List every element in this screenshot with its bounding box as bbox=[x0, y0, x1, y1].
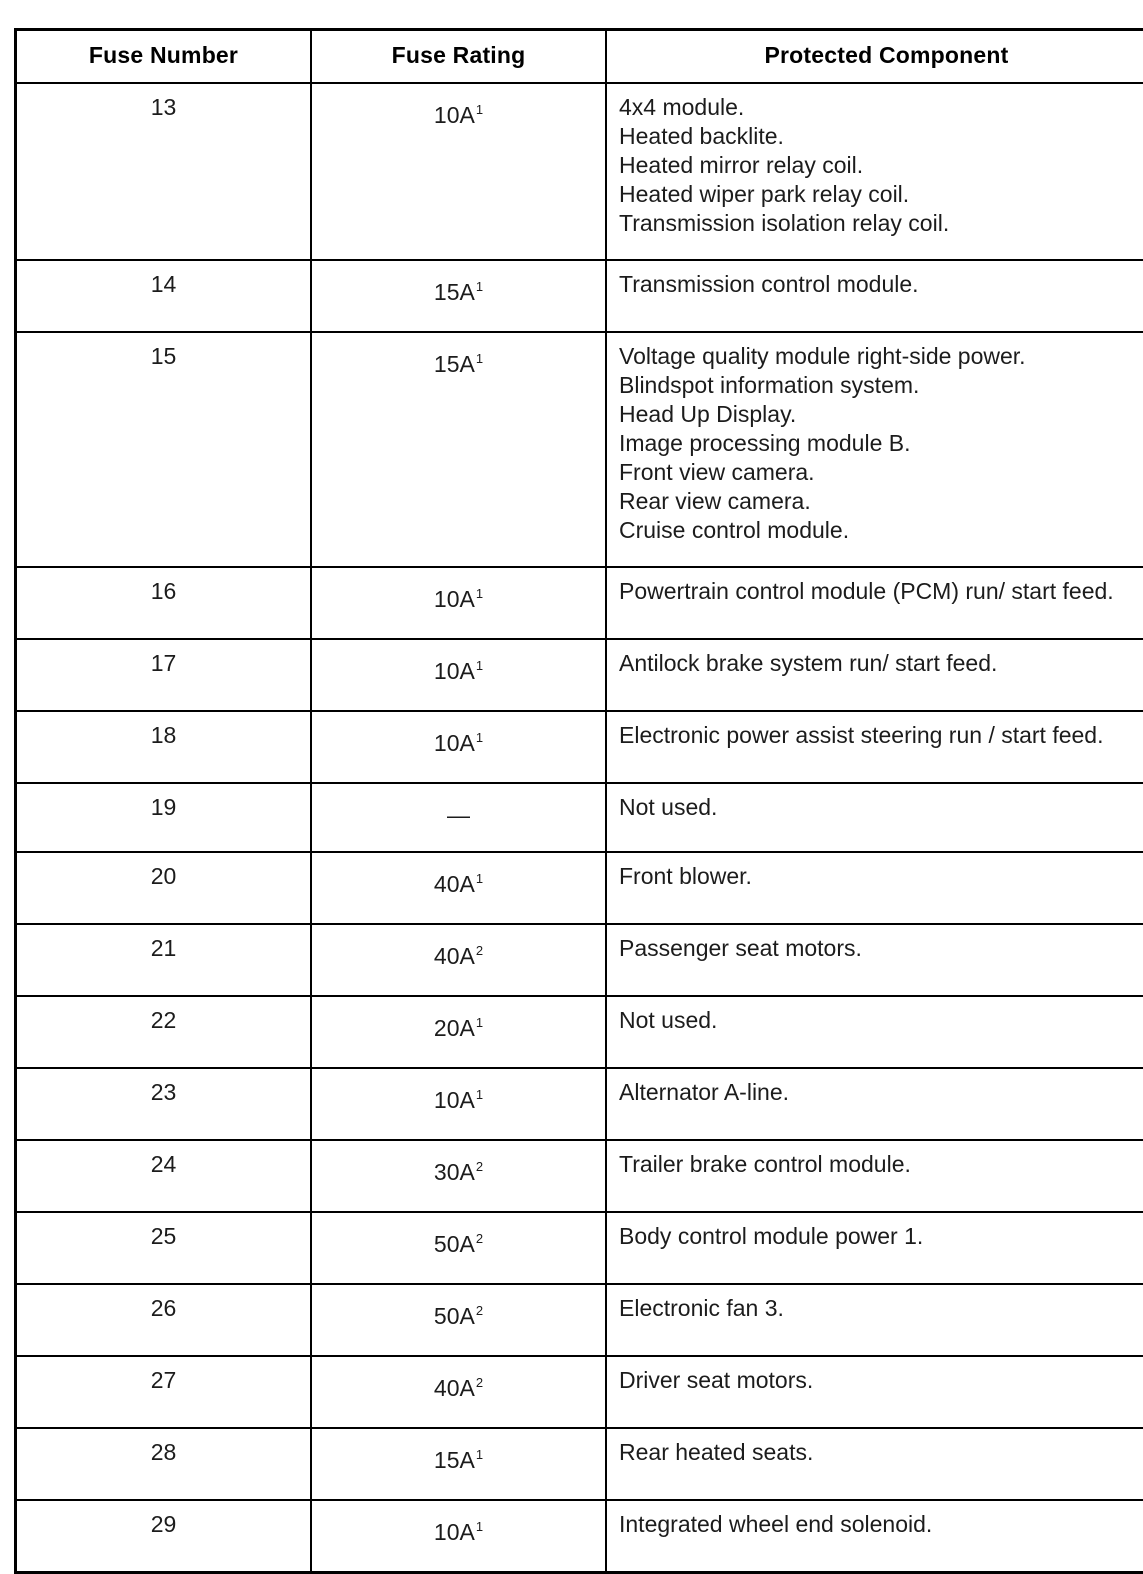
fuse-number-cell: 20 bbox=[16, 852, 312, 924]
fuse-number-cell: 28 bbox=[16, 1428, 312, 1500]
fuse-table-header bbox=[16, 30, 1143, 84]
fuse-number-cell: 27 bbox=[16, 1356, 312, 1428]
fuse-rating-cell bbox=[311, 1356, 606, 1428]
fuse-rating-value: 10A bbox=[434, 658, 475, 684]
header-row bbox=[16, 30, 1143, 84]
component-line: Heated mirror relay coil. bbox=[619, 151, 1143, 180]
rating-footnote-mark: 1 bbox=[476, 1015, 483, 1030]
fuse-number-cell: 22 bbox=[16, 996, 312, 1068]
protected-component-cell bbox=[606, 639, 1143, 711]
rating-footnote-mark: 1 bbox=[476, 102, 483, 117]
fuse-table-body bbox=[16, 83, 1143, 1573]
table-row bbox=[16, 1428, 1143, 1500]
protected-component-cell bbox=[606, 1212, 1143, 1284]
table-row bbox=[16, 260, 1143, 332]
fuse-rating-value: 15A bbox=[434, 279, 475, 305]
protected-component-cell bbox=[606, 567, 1143, 639]
table-row bbox=[16, 1356, 1143, 1428]
fuse-number-cell: 18 bbox=[16, 711, 312, 783]
rating-footnote-mark: 1 bbox=[476, 279, 483, 294]
fuse-rating-value: 40A bbox=[434, 943, 475, 969]
rating-footnote-mark: 2 bbox=[476, 1159, 483, 1174]
component-line: Trailer brake control module. bbox=[619, 1150, 1143, 1179]
fuse-number-cell: 16 bbox=[16, 567, 312, 639]
component-line: Rear view camera. bbox=[619, 487, 1143, 516]
fuse-rating-cell bbox=[311, 1428, 606, 1500]
rating-footnote-mark: 2 bbox=[476, 1303, 483, 1318]
rating-footnote-mark: 2 bbox=[476, 1231, 483, 1246]
rating-footnote-mark: 1 bbox=[476, 351, 483, 366]
rating-footnote-mark: 1 bbox=[476, 1447, 483, 1462]
fuse-rating-cell bbox=[311, 1500, 606, 1573]
table-row bbox=[16, 711, 1143, 783]
column-header-fuse-rating: Fuse Rating bbox=[311, 30, 606, 84]
fuse-number-cell: 17 bbox=[16, 639, 312, 711]
fuse-rating-value: 40A bbox=[434, 871, 475, 897]
fuse-number-cell: 21 bbox=[16, 924, 312, 996]
component-line: Front blower. bbox=[619, 862, 1143, 891]
fuse-rating-cell bbox=[311, 1212, 606, 1284]
fuse-number-cell: 23 bbox=[16, 1068, 312, 1140]
table-row bbox=[16, 1068, 1143, 1140]
component-line: Body control module power 1. bbox=[619, 1222, 1143, 1251]
column-header-fuse-number: Fuse Number bbox=[16, 30, 312, 84]
fuse-number-cell: 14 bbox=[16, 260, 312, 332]
component-line: Transmission control module. bbox=[619, 270, 1143, 299]
component-line: Head Up Display. bbox=[619, 400, 1143, 429]
protected-component-cell bbox=[606, 83, 1143, 260]
fuse-rating-value: 20A bbox=[434, 1015, 475, 1041]
rating-footnote-mark: 1 bbox=[476, 1087, 483, 1102]
fuse-rating-cell bbox=[311, 1068, 606, 1140]
fuse-rating-cell bbox=[311, 996, 606, 1068]
component-line: Electronic fan 3. bbox=[619, 1294, 1143, 1323]
fuse-rating-value: 10A bbox=[434, 1519, 475, 1545]
fuse-rating-cell bbox=[311, 332, 606, 567]
fuse-number-cell: 19 bbox=[16, 783, 312, 852]
rating-footnote-mark: 1 bbox=[476, 586, 483, 601]
protected-component-cell bbox=[606, 711, 1143, 783]
protected-component-cell bbox=[606, 924, 1143, 996]
fuse-rating-cell bbox=[311, 83, 606, 260]
protected-component-cell bbox=[606, 1428, 1143, 1500]
protected-component-cell bbox=[606, 1068, 1143, 1140]
fuse-rating-cell bbox=[311, 1284, 606, 1356]
component-line: Driver seat motors. bbox=[619, 1366, 1143, 1395]
fuse-rating-value: 10A bbox=[434, 102, 475, 128]
fuse-rating-value: 50A bbox=[434, 1231, 475, 1257]
fuse-number-cell: 13 bbox=[16, 83, 312, 260]
rating-footnote-mark: 1 bbox=[476, 658, 483, 673]
table-row bbox=[16, 332, 1143, 567]
rating-footnote-mark: 1 bbox=[476, 730, 483, 745]
component-line: Integrated wheel end solenoid. bbox=[619, 1510, 1143, 1539]
protected-component-cell bbox=[606, 1356, 1143, 1428]
component-line: Voltage quality module right-side power. bbox=[619, 342, 1143, 371]
table-row bbox=[16, 1284, 1143, 1356]
fuse-rating-value: 10A bbox=[434, 1087, 475, 1113]
fuse-number-cell: 29 bbox=[16, 1500, 312, 1573]
table-row bbox=[16, 924, 1143, 996]
rating-footnote-mark: 1 bbox=[476, 871, 483, 886]
table-row bbox=[16, 1212, 1143, 1284]
fuse-rating-value: 10A bbox=[434, 586, 475, 612]
fuse-rating-value: 10A bbox=[434, 730, 475, 756]
table-row bbox=[16, 852, 1143, 924]
fuse-rating-cell bbox=[311, 924, 606, 996]
fuse-rating-cell bbox=[311, 1140, 606, 1212]
table-row bbox=[16, 783, 1143, 852]
table-row bbox=[16, 1500, 1143, 1573]
protected-component-cell bbox=[606, 1140, 1143, 1212]
component-line: Cruise control module. bbox=[619, 516, 1143, 545]
fuse-rating-cell bbox=[311, 639, 606, 711]
fuse-rating-cell bbox=[311, 852, 606, 924]
fuse-rating-cell bbox=[311, 711, 606, 783]
fuse-rating-value: — bbox=[447, 802, 470, 828]
component-line: Powertrain control module (PCM) run/ start feed. bbox=[619, 577, 1143, 606]
component-line: Not used. bbox=[619, 793, 1143, 822]
fuse-number-cell: 24 bbox=[16, 1140, 312, 1212]
rating-footnote-mark: 2 bbox=[476, 1375, 483, 1390]
table-row bbox=[16, 996, 1143, 1068]
protected-component-cell bbox=[606, 996, 1143, 1068]
component-line: Front view camera. bbox=[619, 458, 1143, 487]
component-line: Blindspot information system. bbox=[619, 371, 1143, 400]
table-row bbox=[16, 567, 1143, 639]
fuse-number-cell: 26 bbox=[16, 1284, 312, 1356]
component-line: Transmission isolation relay coil. bbox=[619, 209, 1143, 238]
protected-component-cell bbox=[606, 1284, 1143, 1356]
fuse-table bbox=[14, 28, 1143, 1574]
fuse-rating-cell bbox=[311, 783, 606, 852]
protected-component-cell bbox=[606, 332, 1143, 567]
fuse-rating-cell bbox=[311, 260, 606, 332]
fuse-rating-value: 40A bbox=[434, 1375, 475, 1401]
rating-footnote-mark: 1 bbox=[476, 1519, 483, 1534]
component-line: Rear heated seats. bbox=[619, 1438, 1143, 1467]
protected-component-cell bbox=[606, 783, 1143, 852]
component-line: Antilock brake system run/ start feed. bbox=[619, 649, 1143, 678]
rating-footnote-mark: 2 bbox=[476, 943, 483, 958]
protected-component-cell bbox=[606, 1500, 1143, 1573]
component-line: Alternator A-line. bbox=[619, 1078, 1143, 1107]
component-line: Heated wiper park relay coil. bbox=[619, 180, 1143, 209]
fuse-number-cell: 25 bbox=[16, 1212, 312, 1284]
fuse-rating-value: 15A bbox=[434, 351, 475, 377]
table-row bbox=[16, 639, 1143, 711]
column-header-protected-component: Protected Component bbox=[606, 30, 1143, 84]
table-row bbox=[16, 83, 1143, 260]
component-line: Heated backlite. bbox=[619, 122, 1143, 151]
fuse-rating-value: 15A bbox=[434, 1447, 475, 1473]
fuse-rating-cell bbox=[311, 567, 606, 639]
fuse-rating-value: 50A bbox=[434, 1303, 475, 1329]
component-line: Passenger seat motors. bbox=[619, 934, 1143, 963]
component-line: Image processing module B. bbox=[619, 429, 1143, 458]
fuse-number-cell: 15 bbox=[16, 332, 312, 567]
component-line: Electronic power assist steering run / start feed. bbox=[619, 721, 1143, 750]
protected-component-cell bbox=[606, 260, 1143, 332]
component-line: 4x4 module. bbox=[619, 93, 1143, 122]
table-row bbox=[16, 1140, 1143, 1212]
component-line: Not used. bbox=[619, 1006, 1143, 1035]
protected-component-cell bbox=[606, 852, 1143, 924]
fuse-rating-value: 30A bbox=[434, 1159, 475, 1185]
